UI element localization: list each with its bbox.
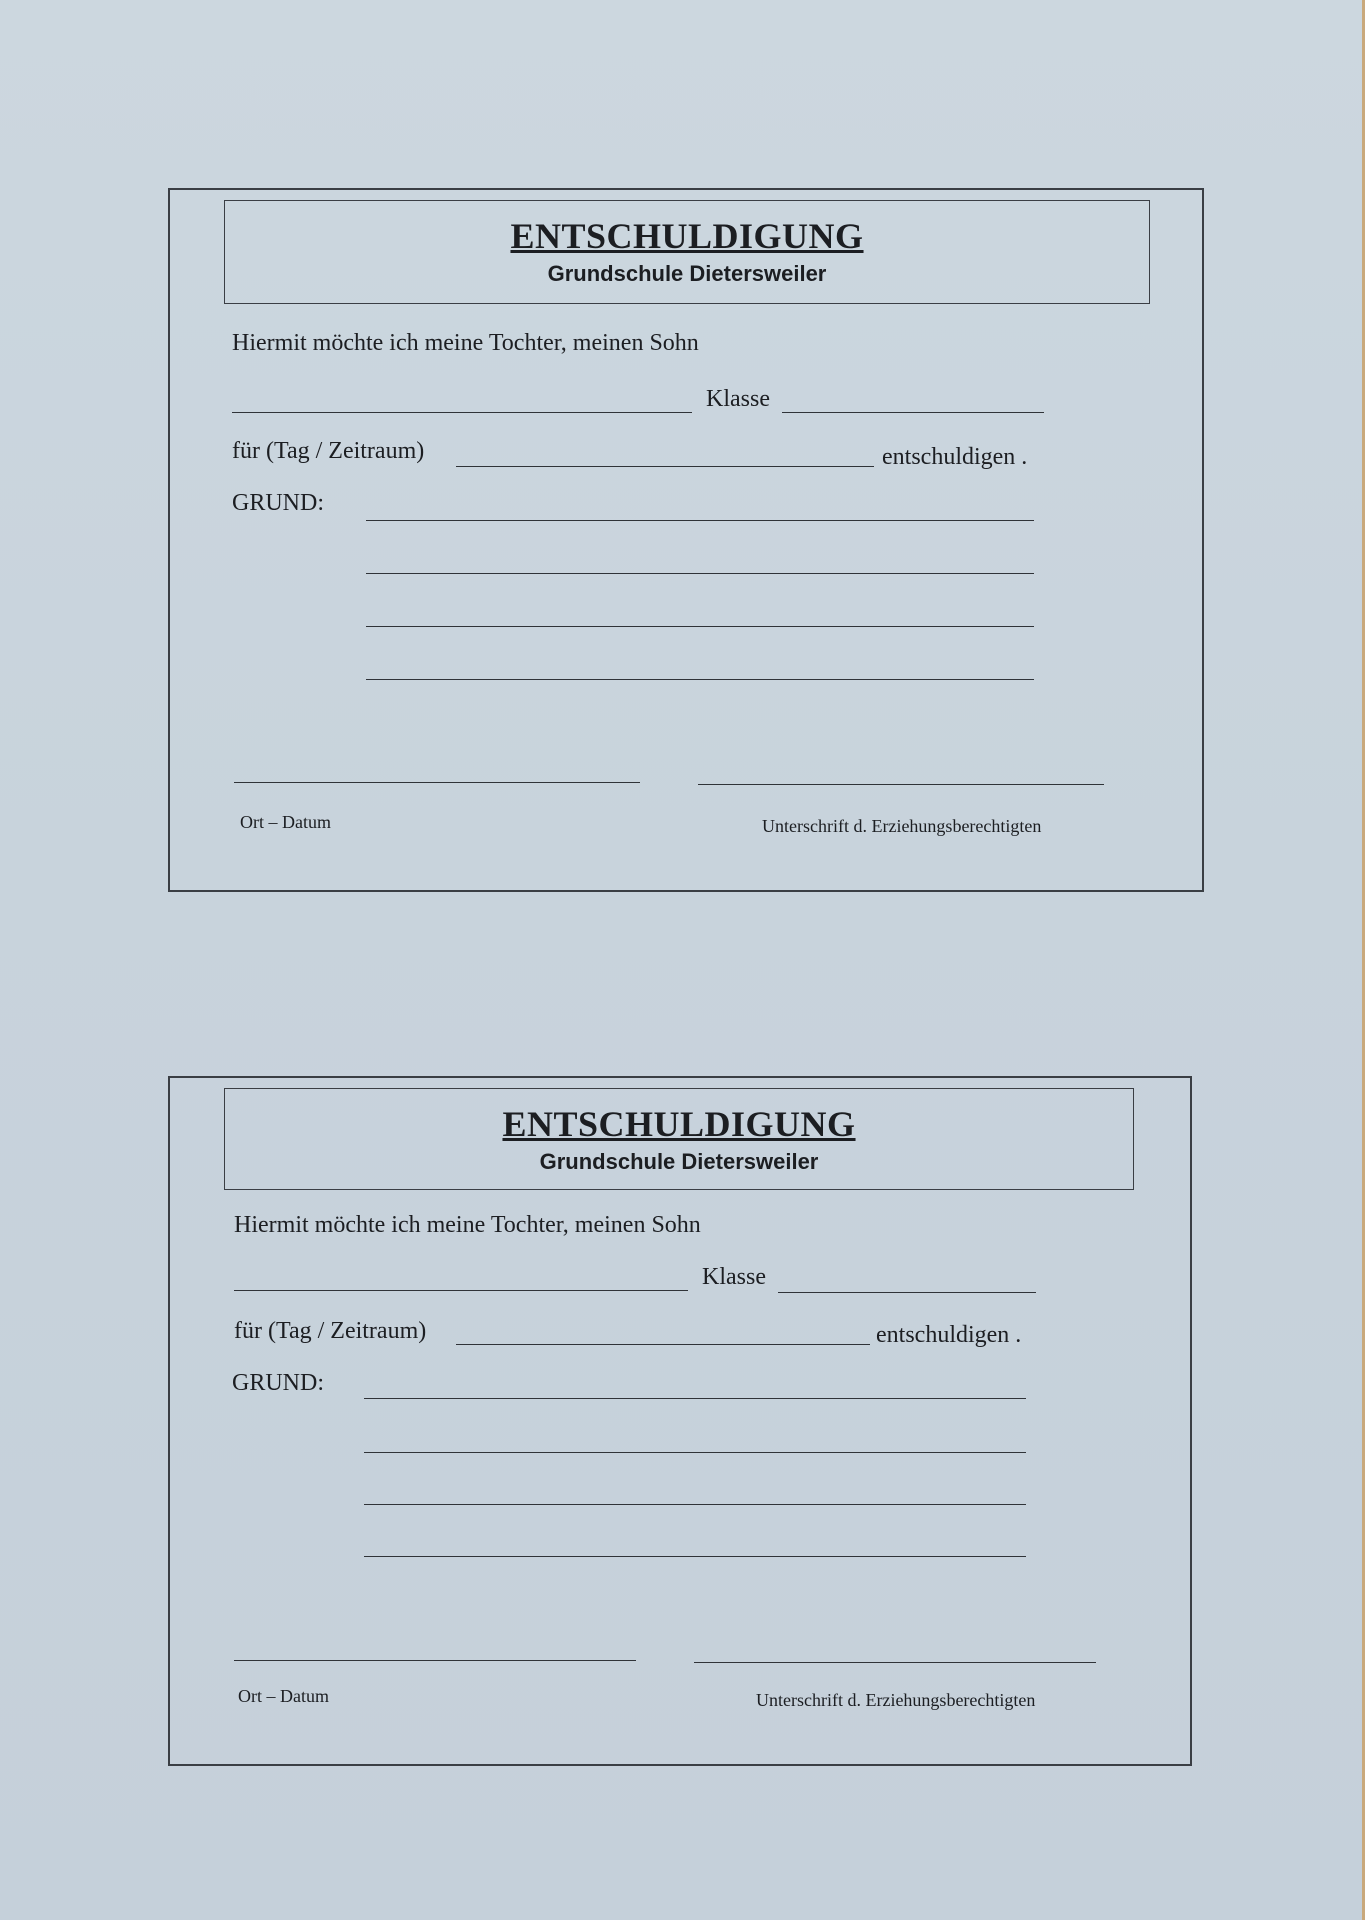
child-name-field[interactable] [234, 1290, 688, 1291]
place-date-field[interactable] [234, 1660, 636, 1661]
excuse-word: entschuldigen . [882, 444, 1028, 470]
class-field[interactable] [782, 412, 1044, 413]
signature-label: Unterschrift d. Erziehungsberechtigten [762, 816, 1042, 836]
form-title: ENTSCHULDIGUNG [502, 1104, 856, 1144]
place-date-label: Ort – Datum [238, 1686, 329, 1706]
reason-label: GRUND: [232, 1370, 325, 1396]
place-date-label: Ort – Datum [240, 812, 331, 832]
reason-line-2[interactable] [366, 573, 1034, 574]
place-date-field[interactable] [234, 782, 640, 783]
intro-text: Hiermit möchte ich meine Tochter, meinen Sohn [234, 1212, 701, 1238]
reason-line-3[interactable] [364, 1504, 1026, 1505]
class-label: Klasse [706, 386, 770, 412]
form-header [224, 200, 1150, 304]
excuse-word: entschuldigen . [876, 1322, 1022, 1348]
signature-label: Unterschrift d. Erziehungsberechtigten [756, 1690, 1036, 1710]
excuse-form-2 [168, 1076, 1192, 1766]
signature-field[interactable] [698, 784, 1104, 785]
reason-line-2[interactable] [364, 1452, 1026, 1453]
form-title: ENTSCHULDIGUNG [510, 216, 864, 256]
reason-line-4[interactable] [364, 1556, 1026, 1557]
intro-text: Hiermit möchte ich meine Tochter, meinen Sohn [232, 330, 699, 356]
excuse-form-1 [168, 188, 1204, 892]
reason-label: GRUND: [232, 490, 325, 516]
period-field[interactable] [456, 1344, 870, 1345]
reason-line-3[interactable] [366, 626, 1034, 627]
period-field[interactable] [456, 466, 874, 467]
signature-field[interactable] [694, 1662, 1096, 1663]
child-name-field[interactable] [232, 412, 692, 413]
form-header [224, 1088, 1134, 1190]
school-name: Grundschule Dietersweiler [539, 1149, 819, 1174]
period-label: für (Tag / Zeitraum) [232, 438, 425, 464]
class-field[interactable] [778, 1292, 1036, 1293]
reason-line-1[interactable] [364, 1398, 1026, 1399]
class-label: Klasse [702, 1264, 766, 1290]
school-name: Grundschule Dietersweiler [547, 261, 827, 286]
reason-line-4[interactable] [366, 679, 1034, 680]
reason-line-1[interactable] [366, 520, 1034, 521]
period-label: für (Tag / Zeitraum) [234, 1318, 427, 1344]
